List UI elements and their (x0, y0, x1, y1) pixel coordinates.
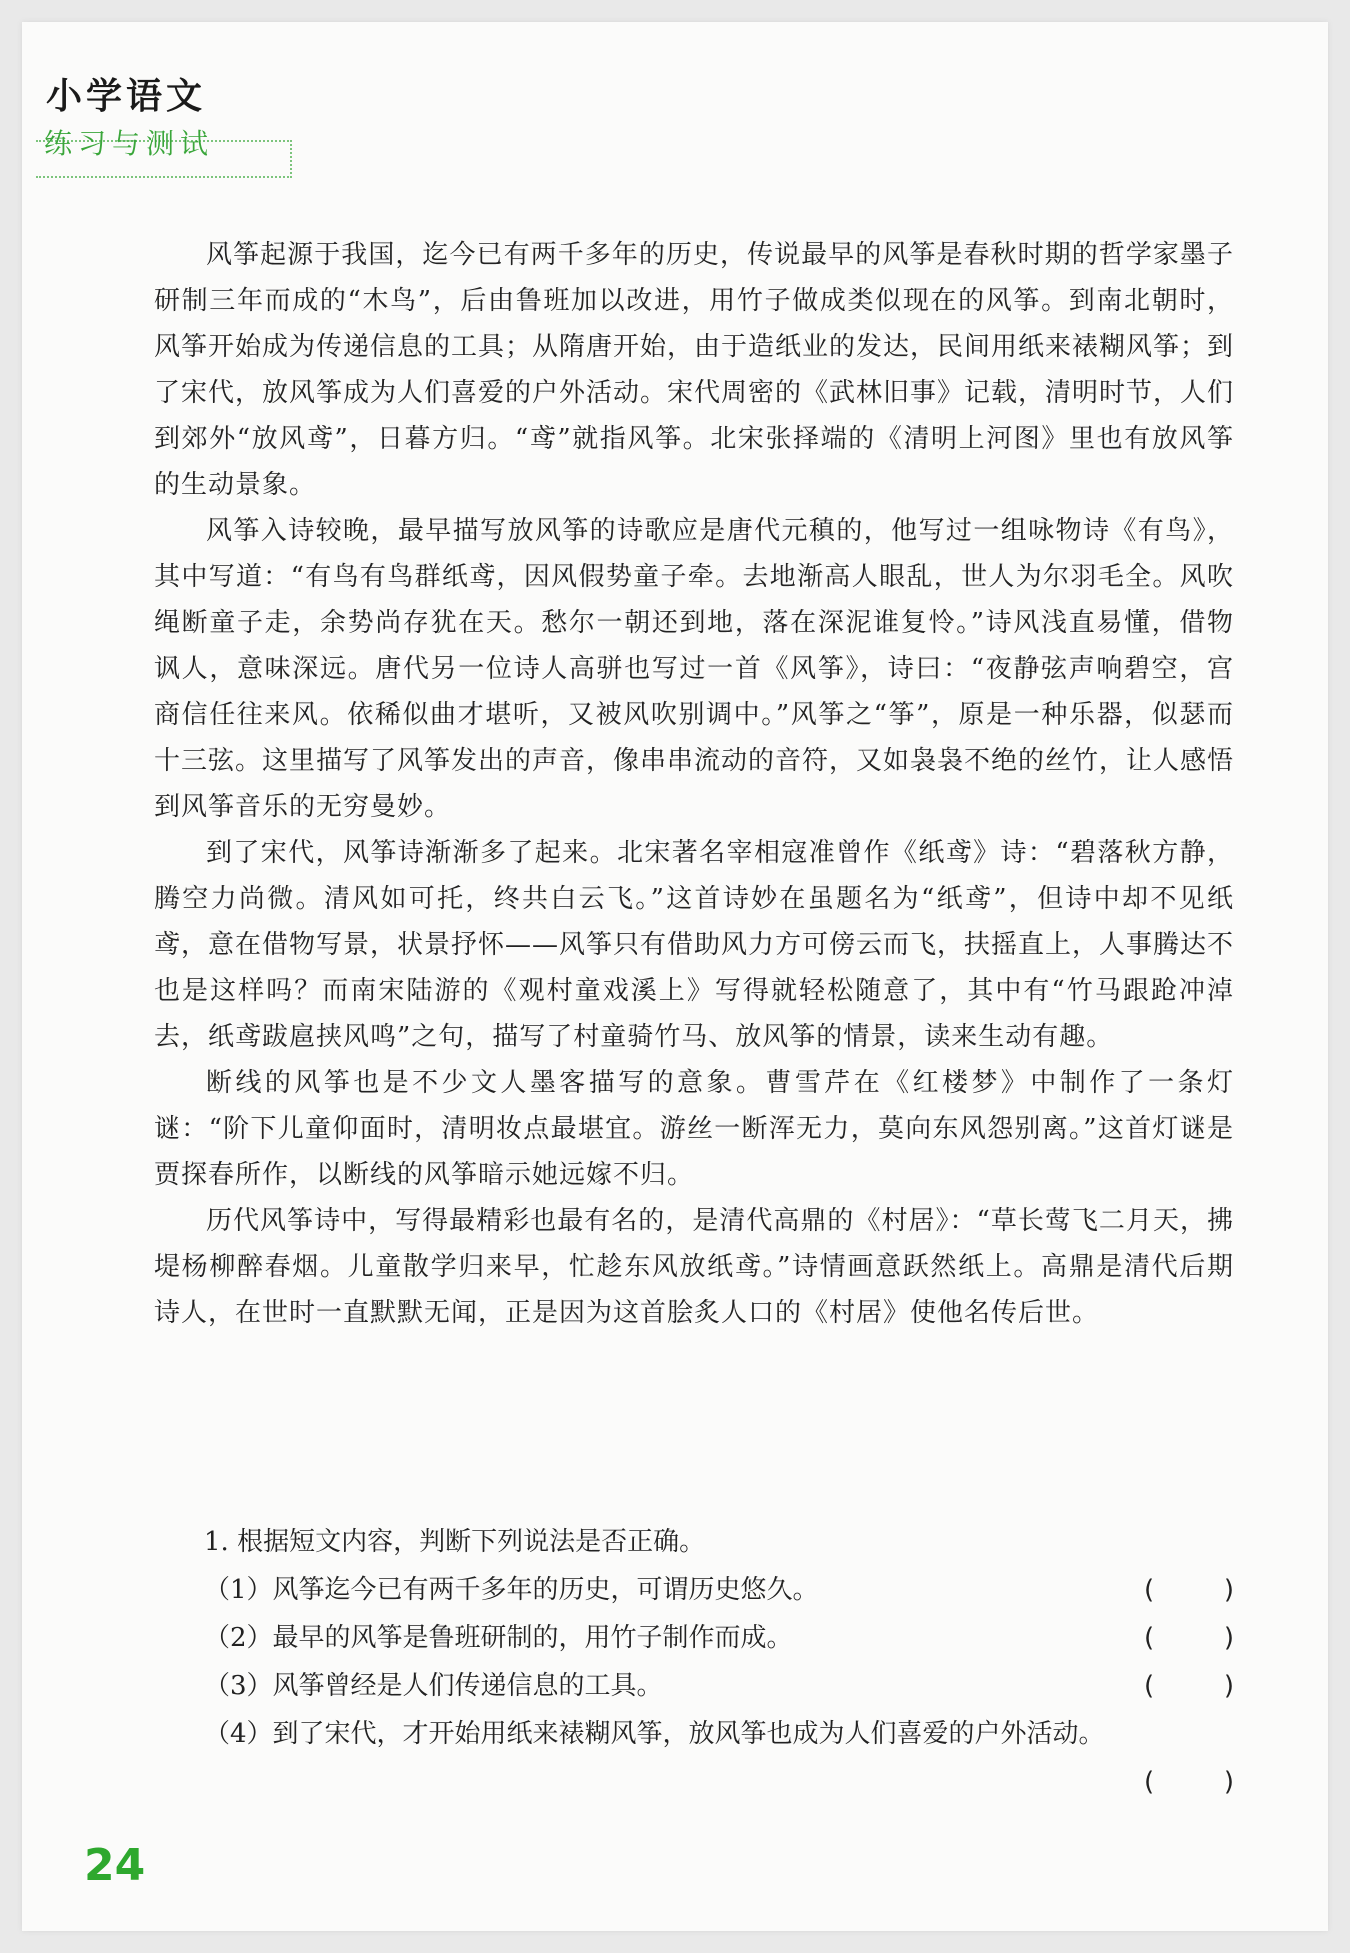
paren-close: ) (1223, 1623, 1234, 1653)
question-title: 1. 根据短文内容，判断下列说法是否正确。 (204, 1527, 706, 1557)
statement-text: （4）到了宋代，才开始用纸来裱糊风筝，放风筝也成为人们喜爱的户外活动。 (204, 1719, 1105, 1749)
paren-open: ( (1144, 1767, 1155, 1797)
series-title: 小学语文 (46, 76, 207, 117)
question-item (204, 1614, 1234, 1662)
paren-close: ) (1223, 1575, 1234, 1605)
statement-text: （3）风筝曾经是人们传递信息的工具。 (204, 1671, 663, 1701)
question-item (204, 1662, 1234, 1710)
statement-text: （2）最早的风筝是鲁班研制的，用竹子制作而成。 (204, 1623, 793, 1653)
paren-open: ( (1144, 1623, 1155, 1653)
paragraph: 到了宋代，风筝诗渐渐多了起来。北宋著名宰相寇准曾作《纸鸢》诗：“碧落秋方静，腾空力尚微。清风如可托，终共白云飞。”这首诗妙在虽题名为“纸鸢”，但诗中却不见纸鸢，意在借物写景，状景抒怀——风筝只有借助风力方可傍云而飞，扶摇直上，人事腾达不也是这样吗？而南宋陆游的《观村童戏溪上》写得就轻松随意了，其中有“竹马跟跄冲淖去，纸鸢跋扈挟风鸣”之句，描写了村童骑竹马、放风筝的情景，读来生动有趣。 (154, 838, 1235, 1052)
question-item (204, 1566, 1234, 1614)
question-item (204, 1710, 1234, 1758)
statement-text: （1）风筝迄今已有两千多年的历史，可谓历史悠久。 (204, 1575, 819, 1605)
reading-passage (154, 232, 1234, 1336)
page-number: 24 (84, 1840, 146, 1891)
paren-open: ( (1144, 1575, 1155, 1605)
book-subtitle: 练习与测试 (44, 127, 215, 160)
paragraph: 断线的风筝也是不少文人墨客描写的意象。曹雪芹在《红楼梦》中制作了一条灯谜：“阶下儿童仰面时，清明妆点最堪宜。游丝一断浑无力，莫向东风怨别离。”这首灯谜是贾探春所作，以断线的风筝暗示她远嫁不归。 (154, 1068, 1234, 1190)
paren-close: ) (1223, 1671, 1234, 1701)
paragraph: 风筝入诗较晚，最早描写放风筝的诗歌应是唐代元稹的，他写过一组咏物诗《有鸟》，其中写道：“有鸟有鸟群纸鸢，因风假势童子牵。去地渐高人眼乱，世人为尔羽毛全。风吹绳断童子走，余势尚存犹在天。愁尔一朝还到地，落在深泥谁复怜。”诗风浅直易懂，借物讽人，意味深远。唐代另一位诗人高骈也写过一首《风筝》，诗曰：“夜静弦声响碧空，宫商信任往来风。依稀似曲才堪听，又被风吹别调中。”风筝之“筝”，原是一种乐器，似瑟而十三弦。这里描写了风筝发出的声音，像串串流动的音符，又如袅袅不绝的丝竹，让人感悟到风筝音乐的无穷曼妙。 (154, 516, 1235, 822)
question-item-answer-line (204, 1758, 1234, 1806)
question-section (204, 1518, 1234, 1806)
page (22, 22, 1328, 1931)
paragraph: 风筝起源于我国，迄今已有两千多年的历史，传说最早的风筝是春秋时期的哲学家墨子研制三年而成的“木鸟”，后由鲁班加以改进，用竹子做成类似现在的风筝。到南北朝时，风筝开始成为传递信息的工具；从隋唐开始，由于造纸业的发达，民间用纸来裱糊风筝；到了宋代，放风筝成为人们喜爱的户外活动。宋代周密的《武林旧事》记载，清明时节，人们到郊外“放风鸢”，日暮方归。“鸢”就指风筝。北宋张择端的《清明上河图》里也有放风筝的生动景象。 (154, 240, 1235, 500)
paren-close: ) (1223, 1767, 1234, 1797)
paren-open: ( (1144, 1671, 1155, 1701)
paragraph: 历代风筝诗中，写得最精彩也最有名的，是清代高鼎的《村居》：“草长莺飞二月天，拂堤杨柳醉春烟。儿童散学归来早，忙趁东风放纸鸢。”诗情画意跃然纸上。高鼎是清代后期诗人，在世时一直默默无闻，正是因为这首脍炙人口的《村居》使他名传后世。 (154, 1206, 1234, 1328)
